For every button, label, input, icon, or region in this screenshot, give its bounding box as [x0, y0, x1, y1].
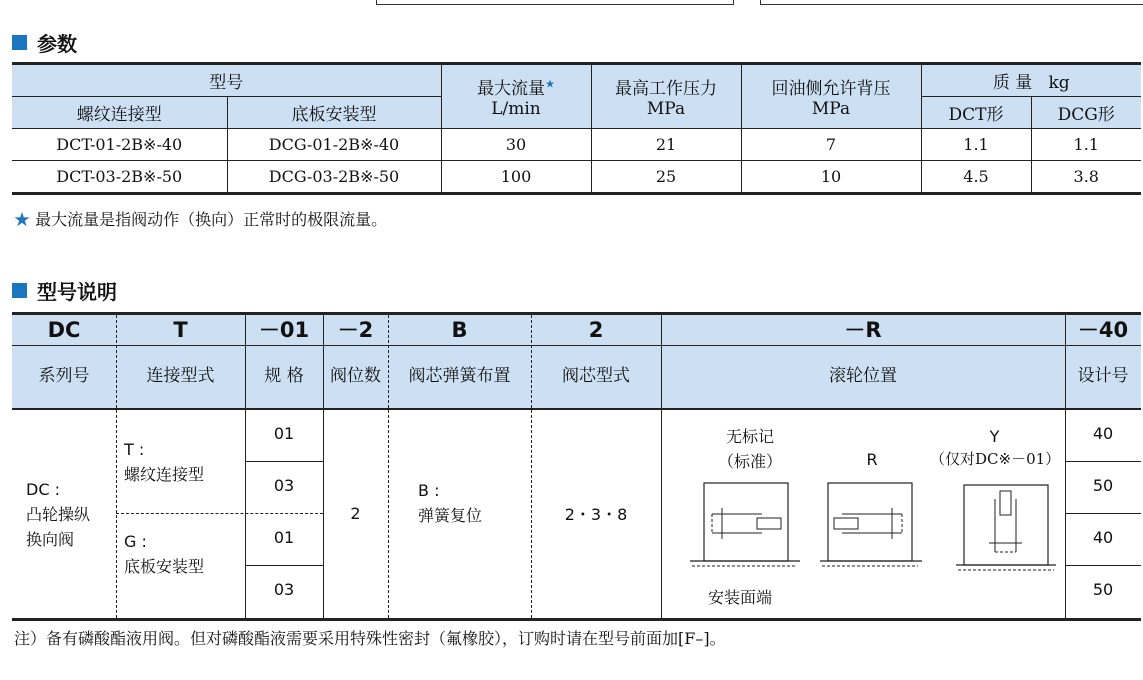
row-divider — [245, 461, 323, 462]
code-series: DC — [47, 318, 81, 342]
cell-pressure: 21 — [591, 129, 741, 161]
cell-base: DCG-01-2B※-40 — [227, 129, 441, 161]
code-spool: 2 — [588, 318, 604, 342]
note-star-icon: ★ — [14, 210, 31, 229]
params-table — [12, 62, 1141, 195]
cell-pressure: 25 — [591, 161, 741, 194]
model-section-title — [12, 276, 117, 305]
flow-note — [14, 207, 387, 230]
roller-y-note: （仅对DC※－01） — [930, 450, 1061, 468]
header-thread: 螺纹连接型 — [12, 97, 227, 129]
header-base: 底板安装型 — [227, 97, 441, 129]
header-flow-label: 最大流量 — [477, 79, 546, 99]
t-code: T : — [124, 440, 145, 459]
series-desc-1: 凸轮操纵 — [26, 505, 91, 524]
model-title-text: 型号说明 — [37, 280, 117, 304]
spring-code: B : — [418, 481, 440, 500]
size-cell: 01 — [273, 528, 295, 547]
label-spool: 阀芯型式 — [562, 366, 630, 386]
code-design: －40 — [1077, 318, 1129, 342]
size-cell: 03 — [273, 580, 295, 599]
header-back-label: 回油侧允许背压 — [771, 79, 891, 99]
row-divider — [1065, 565, 1141, 566]
size-cell: 01 — [273, 424, 295, 443]
spring-desc: 弹簧复位 — [418, 506, 483, 525]
cell-thread: DCT-01-2B※-40 — [12, 129, 227, 161]
label-connection: 连接型式 — [146, 366, 215, 386]
positions-cell: 2 — [350, 504, 361, 523]
t-desc: 螺纹连接型 — [124, 465, 205, 484]
row-divider — [245, 565, 323, 566]
flow-star-icon: ★ — [545, 77, 555, 91]
roller-std-label: （标准） — [717, 452, 782, 471]
design-cell: 50 — [1092, 476, 1114, 495]
size-cell: 03 — [273, 476, 295, 495]
mount-face-label: 安装面端 — [708, 588, 773, 607]
label-spring: 阀芯弹簧布置 — [408, 366, 511, 386]
series-code: DC : — [26, 480, 60, 499]
header-back-unit: MPa — [811, 99, 851, 119]
roller-none-diagram — [682, 477, 832, 577]
header-flow-unit: L/min — [491, 99, 541, 119]
section-square-icon — [12, 283, 27, 298]
cell-flow: 100 — [441, 161, 591, 194]
label-size: 规 格 — [264, 366, 304, 386]
header-pressure-label: 最高工作压力 — [615, 79, 717, 99]
header-flow — [441, 64, 591, 129]
model-table — [12, 312, 1141, 621]
label-roller: 滚轮位置 — [829, 366, 897, 386]
row-divider — [116, 513, 323, 514]
g-code: G : — [124, 532, 147, 551]
roller-r-diagram — [818, 477, 938, 577]
cell-base: DCG-03-2B※-50 — [227, 161, 441, 194]
connection-g-cell — [124, 529, 204, 579]
row-divider — [1065, 461, 1141, 462]
cell-back: 7 — [741, 129, 921, 161]
code-positions: －2 — [337, 318, 374, 342]
table-row — [12, 161, 1141, 194]
series-desc-2: 换向阀 — [26, 530, 75, 549]
header-mass-label: 质 量 — [992, 73, 1033, 93]
cell-dct: 4.5 — [921, 161, 1031, 194]
cell-flow: 30 — [441, 129, 591, 161]
header-dct: DCT形 — [921, 97, 1031, 129]
g-desc: 底板安装型 — [124, 557, 205, 576]
footnote: 注）备有磷酸酯液用阀。但对磷酸酯液需要采用特殊性密封（氟橡胶），订购时请在型号前面加[F–]。 — [14, 629, 726, 648]
top-box-left — [376, 0, 734, 5]
header-pressure-unit: MPa — [646, 99, 686, 119]
code-connection: T — [173, 318, 188, 342]
params-title-text: 参数 — [37, 32, 77, 56]
spool-cell: 2・3・8 — [564, 505, 628, 524]
series-cell — [26, 477, 90, 552]
header-dcg: DCG形 — [1031, 97, 1141, 129]
label-design: 设计号 — [1077, 366, 1129, 386]
note-text: 最大流量是指阀动作（换向）正常时的极限流量。 — [35, 210, 388, 229]
header-back-pressure — [741, 64, 921, 129]
roller-y-diagram — [948, 477, 1068, 577]
design-cell: 40 — [1092, 528, 1114, 547]
cell-thread: DCT-03-2B※-50 — [12, 161, 227, 194]
cell-dcg: 3.8 — [1031, 161, 1141, 194]
spring-cell — [418, 478, 482, 528]
design-cell: 50 — [1092, 580, 1114, 599]
table-row — [12, 129, 1141, 161]
cell-back: 10 — [741, 161, 921, 194]
roller-r-label: R — [866, 450, 878, 469]
header-mass-unit: kg — [1048, 73, 1070, 93]
connection-t-cell — [124, 437, 204, 487]
header-model: 型号 — [12, 64, 441, 97]
cell-dcg: 1.1 — [1031, 129, 1141, 161]
code-spring: B — [451, 318, 468, 342]
roller-none-label: 无标记 — [725, 427, 774, 446]
row-divider — [1065, 513, 1141, 514]
cell-dct: 1.1 — [921, 129, 1031, 161]
header-pressure — [591, 64, 741, 129]
design-cell: 40 — [1092, 424, 1114, 443]
top-box-right — [760, 0, 1143, 5]
code-size: －01 — [258, 318, 310, 342]
label-series: 系列号 — [38, 366, 90, 386]
params-section-title — [12, 28, 77, 57]
roller-y-label: Y — [989, 427, 1000, 446]
header-mass — [921, 64, 1141, 97]
label-positions: 阀位数 — [330, 366, 381, 386]
code-roller: －R — [844, 318, 882, 342]
section-square-icon — [12, 35, 27, 50]
